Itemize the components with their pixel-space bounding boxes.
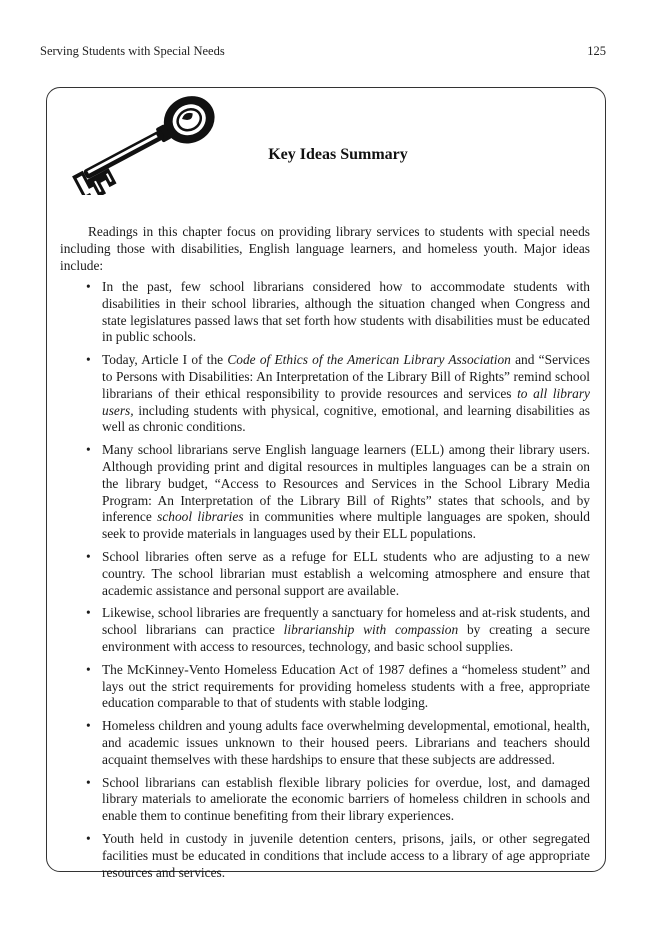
bullet-icon: • <box>86 279 91 294</box>
list-item: • The McKinney-Vento Homeless Education Act of 1987 defines a “homeless student” and lays out the strict requirements for providing homeless students with a free, appropriate education comparable to that of students with stable lodging. <box>86 661 590 711</box>
list-item: • In the past, few school librarians considered how to accommodate students with disabilities in their school libraries, although the situation changed when Congress and state legislatures passed laws that set forth how students with disabilities must be educated in public schools. <box>86 279 590 345</box>
list-item: • School librarians can establish flexible library policies for overdue, lost, and damaged library materials to ameliorate the economic barriers of homeless children in schools and enable them to continue benefiting from their library experiences. <box>86 774 590 824</box>
key-icon <box>56 95 236 195</box>
bullet-icon: • <box>86 718 91 734</box>
box-title: Key Ideas Summary <box>268 146 408 163</box>
bullet-icon: • <box>86 774 91 790</box>
running-head <box>40 44 606 59</box>
list-item: • Youth held in custody in juvenile detention centers, prisons, jails, or other segregated facilities must be educated in conditions that include access to a library of age appropriate resources and services. <box>86 830 590 880</box>
list-item: • School libraries often serve as a refuge for ELL students who are adjusting to a new country. The school librarian must establish a welcoming atmosphere and ensure that academic assistance and personal support are available. <box>86 548 590 598</box>
bullet-icon: • <box>86 442 91 458</box>
running-title: Serving Students with Special Needs <box>40 44 225 58</box>
intro-paragraph: Readings in this chapter focus on providing library services to students with special needs including those with disabilities, English language learners, and homeless youth. Major ideas include: <box>60 224 590 273</box>
bullet-icon: • <box>86 830 91 846</box>
bullet-icon: • <box>86 661 91 677</box>
list-item: • Likewise, school libraries are frequently a sanctuary for homeless and at-risk students, and school librarians can practice librarianship with compassion by creating a secure environment with access to resources, technology, and basic school supplies. <box>86 605 591 654</box>
key-ideas-list <box>70 279 590 887</box>
bullet-icon: • <box>86 548 91 564</box>
bullet-icon: • <box>86 352 91 368</box>
list-item: • Homeless children and young adults face overwhelming developmental, emotional, health, and academic issues unknown to their housed peers. Librarians and teachers should acquaint themselves with these hardships to ensure that these subjects are addressed. <box>86 718 590 767</box>
page-number: 125 <box>587 44 606 58</box>
list-item: • Many school librarians serve English language learners (ELL) among their library users. Although providing print and digital resources in multiples languages can be a strain on the library budget, “Access to Resources and Services in the School Library Media Program: An Interpretation of the Library Bill of Rights” states that schools, and by inference school libraries in communities where multiple languages are spoken, should seek to provide materials in languages used by their ELL populations. <box>86 442 591 542</box>
bullet-icon: • <box>86 605 91 621</box>
list-item: • Today, Article I of the Code of Ethics of the American Library Association and “Services to Persons with Disabilities: An Interpretation of the Library Bill of Rights” remind school librarians of their ethical responsibility to provide resources and services to all library users, including students with physical, cognitive, emotional, and learning disabilities as well as chronic conditions. <box>86 352 591 435</box>
